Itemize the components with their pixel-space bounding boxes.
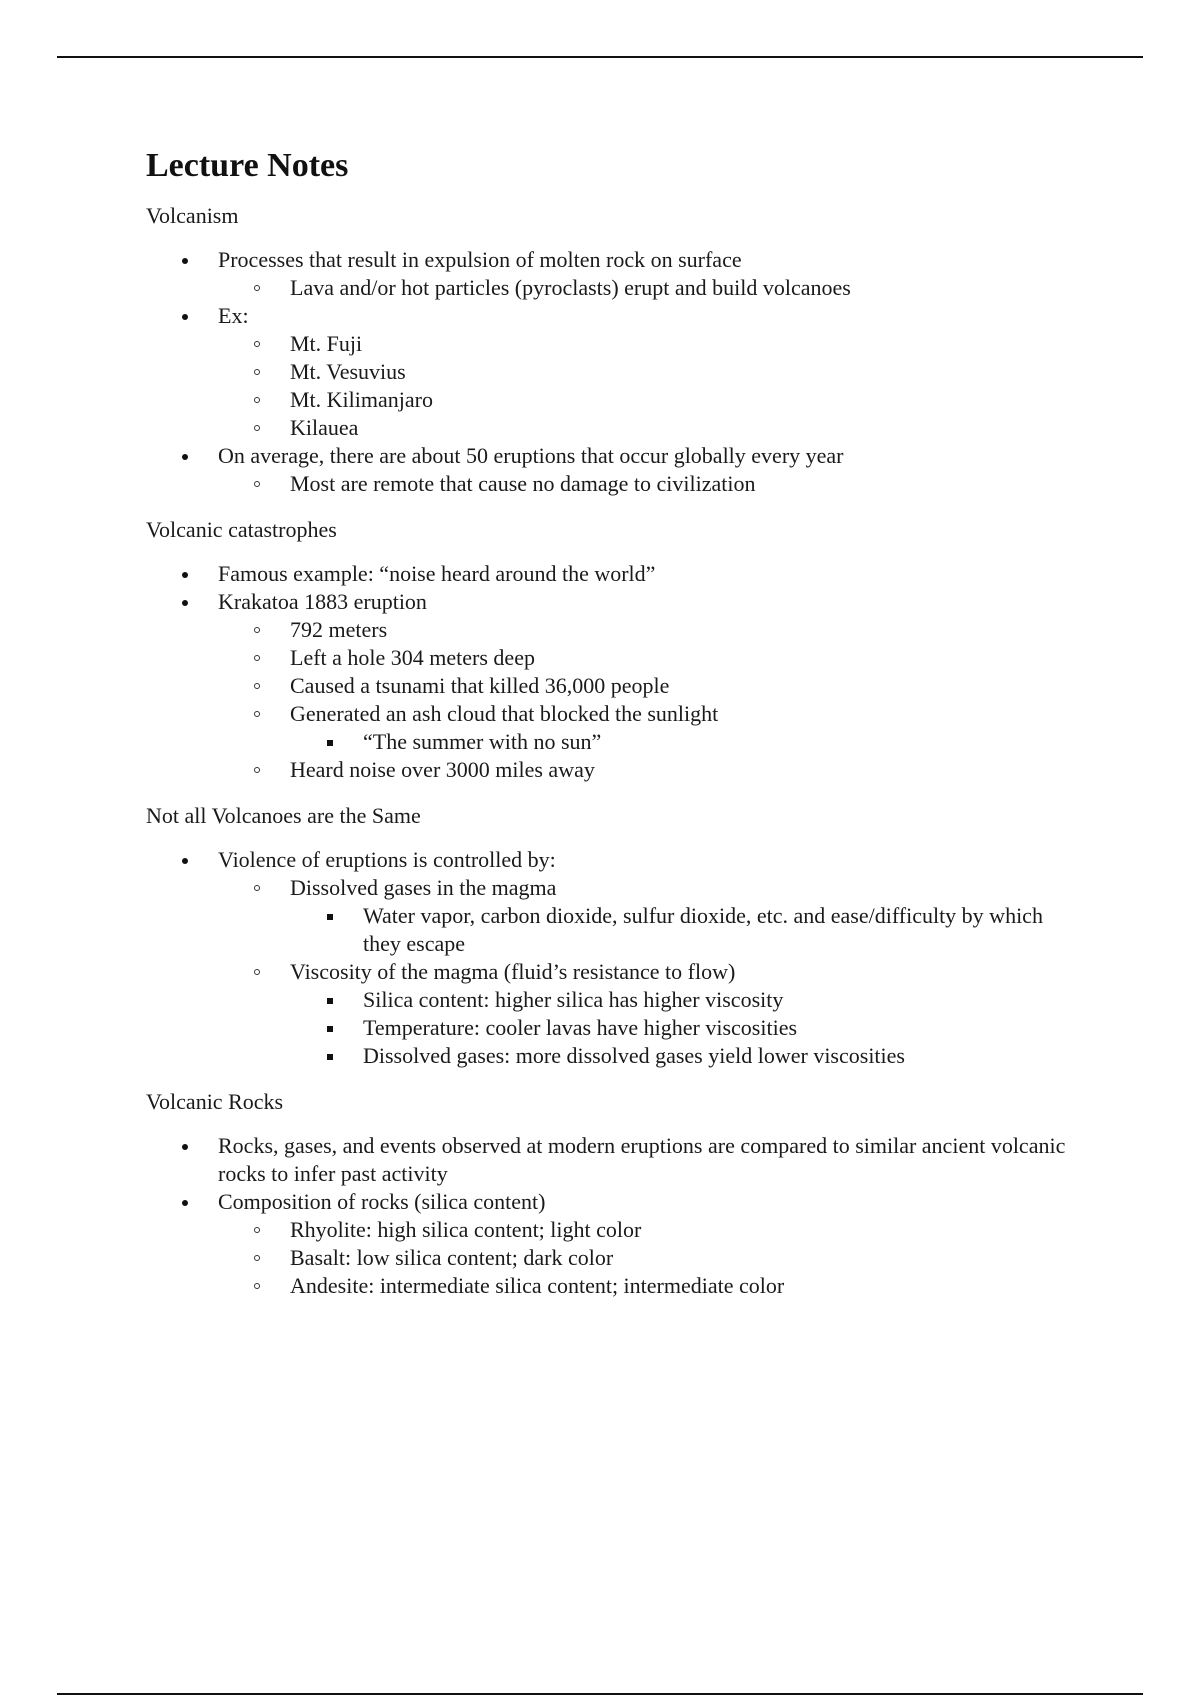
list-item-text: Water vapor, carbon dioxide, sulfur dioxide, etc. and ease/difficulty by which they escape [363,903,1043,956]
list-item-text: Ex: [218,303,249,328]
list-item-text: Heard noise over 3000 miles away [290,757,595,782]
list-item [146,302,1086,330]
list-item [146,560,1086,588]
square-bullet-icon [327,1026,333,1032]
list-item [146,1216,1086,1244]
circle-bullet-icon [254,397,260,403]
list-item-text: Basalt: low silica content; dark color [290,1245,614,1270]
page-title: Lecture Notes [146,147,349,184]
circle-bullet-icon [254,885,260,891]
list-item-text: Processes that result in expulsion of molten rock on surface [218,247,742,272]
list-item [146,246,1086,274]
circle-bullet-icon [254,369,260,375]
list-item [146,616,1086,644]
circle-bullet-icon [254,481,260,487]
circle-bullet-icon [254,341,260,347]
list-item-text: On average, there are about 50 eruptions that occur globally every year [218,443,844,468]
list-item [146,386,1086,414]
section-heading: Not all Volcanoes are the Same [146,803,421,828]
square-bullet-icon [327,740,333,746]
list-item [146,330,1086,358]
bottom-rule [57,1693,1143,1695]
list-item-text: Andesite: intermediate silica content; intermediate color [290,1273,785,1298]
square-bullet-icon [327,1054,333,1060]
circle-bullet-icon [254,627,260,633]
list-item [146,902,1086,958]
circle-bullet-icon [254,767,260,773]
list-item-text: Mt. Vesuvius [290,359,406,384]
document-body [146,140,1086,1318]
list-item-text: Mt. Fuji [290,331,363,356]
list-item-text: Caused a tsunami that killed 36,000 people [290,673,670,698]
section-heading: Volcanism [146,203,239,228]
list-item [146,274,1086,302]
list-item-text: Temperature: cooler lavas have higher viscosities [363,1015,798,1040]
list-item-text: Rocks, gases, and events observed at modern eruptions are compared to similar ancient volcanic rocks to infer past activity [218,1133,1066,1186]
list-item [146,958,1086,986]
list-item [146,986,1086,1014]
disc-bullet-icon [182,454,188,460]
list-item-text: Dissolved gases: more dissolved gases yield lower viscosities [363,1043,905,1068]
disc-bullet-icon [182,258,188,264]
section [146,802,1086,1070]
list-item-text: Lava and/or hot particles (pyroclasts) erupt and build volcanoes [290,275,851,300]
circle-bullet-icon [254,711,260,717]
list-item-text: Generated an ash cloud that blocked the sunlight [290,701,719,726]
circle-bullet-icon [254,1255,260,1261]
section [146,1088,1086,1300]
list-item [146,644,1086,672]
list-item-text: Krakatoa 1883 eruption [218,589,427,614]
list-item [146,588,1086,616]
list-item-text: “The summer with no sun” [363,729,602,754]
section [146,516,1086,784]
list-item-text: Kilauea [290,415,359,440]
list-item [146,672,1086,700]
list-item [146,756,1086,784]
circle-bullet-icon [254,425,260,431]
circle-bullet-icon [254,285,260,291]
sections-container [146,202,1086,1300]
circle-bullet-icon [254,655,260,661]
list-item-text: Rhyolite: high silica content; light color [290,1217,642,1242]
circle-bullet-icon [254,1227,260,1233]
list-item [146,414,1086,442]
list-item [146,1132,1086,1188]
list-item [146,358,1086,386]
square-bullet-icon [327,914,333,920]
section-heading: Volcanic catastrophes [146,517,337,542]
list-item-text: Viscosity of the magma (fluid’s resistance to flow) [290,959,736,984]
list-item [146,470,1086,498]
disc-bullet-icon [182,1200,188,1206]
list-item-text: Most are remote that cause no damage to civilization [290,471,756,496]
list-item [146,442,1086,470]
disc-bullet-icon [182,1144,188,1150]
list-item [146,1188,1086,1216]
list-item [146,874,1086,902]
list-item-text: Famous example: “noise heard around the world” [218,561,656,586]
disc-bullet-icon [182,314,188,320]
list-item-text: Left a hole 304 meters deep [290,645,535,670]
circle-bullet-icon [254,683,260,689]
disc-bullet-icon [182,858,188,864]
list-item-text: Silica content: higher silica has higher viscosity [363,987,784,1012]
square-bullet-icon [327,998,333,1004]
disc-bullet-icon [182,600,188,606]
list-item [146,1042,1086,1070]
circle-bullet-icon [254,969,260,975]
list-item-text: Violence of eruptions is controlled by: [218,847,556,872]
circle-bullet-icon [254,1283,260,1289]
list-item [146,728,1086,756]
list-item [146,1244,1086,1272]
disc-bullet-icon [182,572,188,578]
top-rule [57,56,1143,58]
list-item [146,846,1086,874]
section [146,202,1086,498]
list-item-text: Mt. Kilimanjaro [290,387,433,412]
list-item-text: Composition of rocks (silica content) [218,1189,546,1214]
section-heading: Volcanic Rocks [146,1089,284,1114]
list-item-text: 792 meters [290,617,388,642]
list-item-text: Dissolved gases in the magma [290,875,557,900]
list-item [146,1272,1086,1300]
list-item [146,700,1086,728]
list-item [146,1014,1086,1042]
